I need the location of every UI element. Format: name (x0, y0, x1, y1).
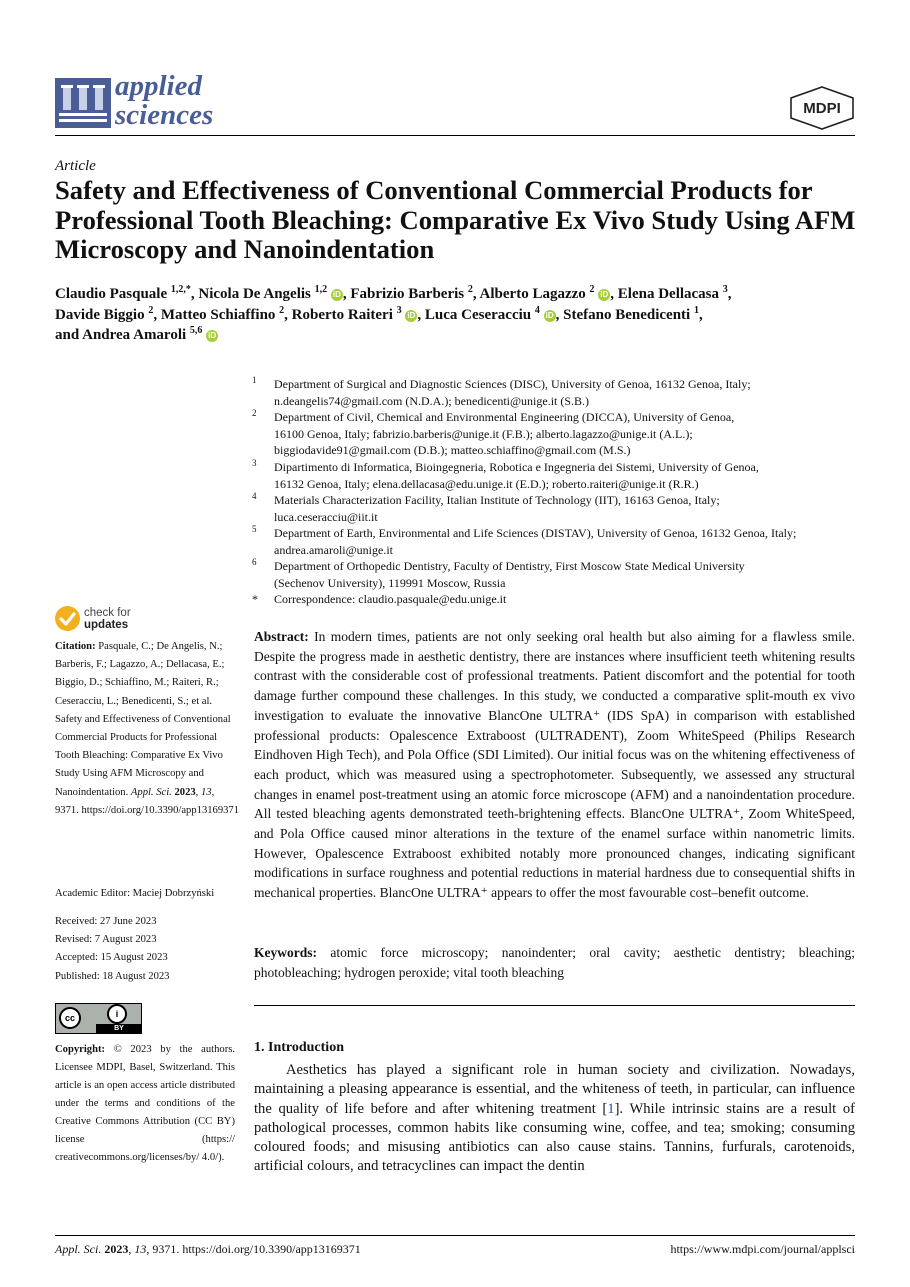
introduction-paragraph: Aesthetics has played a significant role in human society and civilization. Nowadays, maintaining a pleasing appearance is essential, and the whiteness of teeth, in particular, can influence the quality of life before and after whitening treatment [1]. While intrinsic stains are a result of pathological processes, common habits like consuming wine, coffee, and tea; smoking; consuming coloured foods; and misusing antibiotics can also cause stains. Tannins, furfurals, carotenoids, artificial colours, and tetracyclines can impact the dentin (254, 1062, 855, 1175)
author-name[interactable]: Luca Ceseracciu (424, 306, 532, 323)
author-affiliation-marker: 3 (396, 304, 402, 316)
journal-name[interactable]: applied sciences (115, 70, 214, 131)
citation-journal: Appl. Sci. (130, 786, 172, 798)
affiliation-line: Materials Characterization Facility, Italian Institute of Technology (IIT), 16163 Genoa, Italy; (274, 493, 720, 507)
author-affiliation-marker: 1,2 (314, 284, 328, 295)
footer-volume: 13 (134, 1242, 147, 1256)
author-name[interactable]: Davide Biggio (55, 306, 145, 323)
footer-citation: Appl. Sci. 2023, 13, 9371. https://doi.org/10.3390/app13169371 (55, 1242, 361, 1256)
orcid-icon[interactable]: iD (407, 310, 416, 320)
orcid-icon[interactable]: iD (332, 290, 341, 299)
affiliation-text (274, 459, 759, 492)
affiliation-number: 5 (252, 524, 257, 534)
affiliation-line: Department of Civil, Chemical and Environmental Engineering (DICCA), University of Genoa, (274, 410, 735, 424)
affiliation-line: Department of Earth, Environmental and Life Sciences (DISTAV), University of Genoa, 16132 Genoa, Italy; (274, 526, 797, 540)
orcid-icon[interactable]: iD (208, 331, 217, 340)
citation-volume: 13 (200, 786, 212, 798)
footer-doi[interactable]: , 9371. https://doi.org/10.3390/app13169371 (146, 1242, 361, 1256)
cc-icon: cc (59, 1007, 81, 1029)
affiliation-line: luca.ceseracciu@iit.it (274, 509, 378, 524)
affiliation-line: (Sechenov University), 119991 Moscow, Russia (274, 575, 506, 590)
citation-link[interactable]: 1 (607, 1100, 615, 1117)
orcid-icon[interactable]: iD (545, 310, 554, 320)
paper-title: Safety and Effectiveness of Conventional Commercial Products for Professional Tooth Bleaching: Comparative Ex Vivo Study Using AFM Microscopy and Nanoindentation (55, 175, 856, 264)
updates-text: updates (84, 619, 129, 631)
keywords (254, 943, 855, 982)
check-for-text: check for (84, 607, 131, 619)
dates-block (55, 913, 240, 986)
orcid-icon[interactable]: iD (600, 290, 609, 299)
check-icon (55, 606, 80, 631)
author-affiliation-marker: 4 (534, 304, 540, 316)
affiliation-text (274, 558, 745, 591)
received-date: Received: 27 June 2023 (55, 916, 157, 927)
affiliation-line: Dipartimento di Informatica, Bioingegneria, Robotica e Ingegneria dei Sistemi, University of Genoa, (274, 460, 759, 474)
citation-block: Citation: Pasquale, C.; De Angelis, N.; Barberis, F.; Lagazzo, A.; Dellacasa, E.; Biggio, D.; Schiaffino, M.; Raiteri, R.; Ceseracciu, L.; Benedicenti, S.; et al. Safety and Effectiveness of Conventional Commercial Products for Professional Tooth Bleaching: Comparative Ex Vivo Study Using AFM Microscopy and Nanoindentation. Appl. Sci. 2023, 13, 9371. https://doi.org/10.3390/app13169371 (55, 641, 240, 816)
academic-editor: Academic Editor: Maciej Dobrzyński (55, 888, 215, 899)
affiliation-line: 16100 Genoa, Italy; fabrizio.barberis@unige.it (F.B.); alberto.lagazzo@unige.it (A.L.); (274, 426, 693, 441)
attribution-icon: i (107, 1004, 127, 1024)
copyright-label: Copyright: (55, 1044, 106, 1055)
author-name[interactable]: Stefano Benedicenti (563, 306, 691, 323)
author-conjunction: and (55, 327, 80, 343)
author-affiliation-marker: 1,2,* (170, 284, 191, 295)
citation-label: Citation: (55, 641, 96, 652)
footer-journal-url[interactable]: https://www.mdpi.com/journal/applsci (670, 1242, 855, 1256)
cc-by-license-badge[interactable] (55, 1003, 142, 1034)
affiliation-text (274, 591, 506, 608)
author-name[interactable]: Andrea Amaroli (82, 327, 187, 343)
author-affiliation-marker: 2 (148, 304, 154, 316)
mdpi-logo-text: MDPI (803, 100, 841, 117)
affiliation-number: 2 (252, 408, 257, 418)
author-affiliation-marker: 2 (467, 284, 473, 295)
author-affiliation-marker: 1 (693, 304, 699, 316)
author-list: Claudio Pasquale $^{1,2,*}$, Nicola De Angelis $^{1,2}$ iD , Fabrizio Barberis $^2$, Alberto Lagazzo $^2$ iD , Elena Dellacasa $^3$, Davide Biggio $^2$, Matteo Schiaffino $^2$, Roberto Raiteri $^3$ iD , Luca Ceseracciu $^4$ iD , Stefano Benedicenti $^1$, and Andrea Amaroli $^{5,6}$ iD (55, 284, 732, 343)
section-heading-introduction: 1. Introduction (254, 1040, 344, 1055)
footer-journal: Appl. Sci. (55, 1242, 102, 1256)
abstract (254, 627, 855, 903)
author-name[interactable]: Matteo Schiaffino (160, 306, 276, 323)
citation-doi[interactable]: , 9371. https://doi.org/10.3390/app13169371 (55, 786, 240, 816)
footer-divider (55, 1235, 855, 1236)
affiliation-line: Correspondence: claudio.pasquale@edu.unige.it (274, 592, 507, 606)
affiliation-text (274, 525, 796, 558)
affiliation-line: n.deangelis74@gmail.com (N.D.A.); benedicenti@unige.it (S.B.) (274, 393, 590, 408)
author-name[interactable]: Roberto Raiteri (291, 306, 393, 323)
accepted-date: Accepted: 15 August 2023 (55, 952, 168, 964)
author-name[interactable]: Fabrizio Barberis (350, 286, 465, 302)
citation-text: Pasquale, C.; De Angelis, N.; Barberis, F.; Lagazzo, A.; Dellacasa, E.; Biggio, D.; Schiaffino, M.; Raiteri, R.; Ceseracciu, L.; Benedicenti, S.; et al. Safety and Effectiveness of Conventional Commercial Products for Professional Tooth Bleaching: Comparative Ex Vivo Study Using AFM Microscopy and Nanoindentation. (55, 641, 231, 798)
section-divider (254, 1005, 855, 1006)
author-affiliation-marker: 3 (722, 284, 728, 295)
affiliation-number: 6 (252, 557, 257, 567)
affiliation-number: 3 (252, 458, 257, 468)
affiliation-text (274, 376, 751, 409)
article-type: Article (55, 158, 96, 174)
header-divider (55, 135, 855, 136)
affiliation-number: 4 (252, 491, 257, 501)
keywords-label: Keywords: (254, 945, 317, 960)
author-affiliation-marker: 2 (589, 284, 595, 295)
affiliation-line: Department of Orthopedic Dentistry, Faculty of Dentistry, First Moscow State Medical University (274, 559, 745, 573)
affiliation-line: 16132 Genoa, Italy; elena.dellacasa@edu.unige.it (E.D.); roberto.raiteri@unige.it (R.R.) (274, 476, 699, 491)
author-name[interactable]: Claudio Pasquale (55, 286, 168, 302)
published-date: Published: 18 August 2023 (55, 970, 170, 982)
abstract-text: In modern times, patients are not only seeking oral health but also aiming for a flawless smile. Despite the progress made in aesthetic dentistry, there are instances where insufficient teeth whitening results contrast with the considerable cost of professional treatments. Patient discomfort and the potential for tooth damage further compound these challenges. In this study, we conducted a comparative split-mouth ex vivo investigation to evaluate the innovative BlancOne ULTRA⁺ (IDS SpA) in comparison with established professional products: Opalescence Extraboost (ULTRADENT), Zoom WhiteSpeed (Philips Research Eindhoven High Tech), and Pola Office (SDI Limited). Our initial focus was on the whitening effectiveness of each product, which was measured using a spectrophotometer. Subsequently, we assessed any structural changes in enamel post-treatment using an atomic force microscope (AFM) and a nanoindentation procedure. All tested bleaching agents demonstrated teeth-brightening effects. BlancOne ULTRA⁺, Zoom WhiteSpeed, and Pola Office caused minor alterations in the texture of the enamel surface within nanometric limits. However, Opalescence Extraboost exhibited notably more pronounced changes, indicating significant modifications in surface roughness and potential reductions in material hardness due to consequential shifts in mechanical properties. BlancOne ULTRA⁺ appears to offer the most favourable cost–benefit outcome. (254, 629, 856, 901)
affiliation-number: * (252, 592, 258, 606)
author-name[interactable]: Alberto Lagazzo (479, 286, 586, 302)
abstract-label: Abstract: (254, 629, 309, 644)
revised-date: Revised: 7 August 2023 (55, 934, 157, 946)
mdpi-logo-icon[interactable] (789, 86, 855, 130)
author-name[interactable]: Elena Dellacasa (617, 286, 720, 302)
footer-year: 2023 (104, 1242, 129, 1256)
keywords-text: atomic force microscopy; nanoindenter; oral cavity; aesthetic dentistry; bleaching; photobleaching; hydrogen peroxide; vital tooth bleaching (254, 945, 856, 980)
author-affiliation-marker: 2 (279, 304, 285, 316)
by-label: BY (96, 1024, 142, 1033)
affiliation-line: andrea.amaroli@unige.it (274, 542, 394, 557)
affiliation-line: Department of Surgical and Diagnostic Sciences (DISC), University of Genoa, 16132 Genoa, Italy; (274, 377, 751, 391)
affiliation-text (274, 492, 720, 525)
journal-logo-icon (55, 78, 111, 128)
affiliation-line: biggiodavide91@gmail.com (D.B.); matteo.schiaffino@gmail.com (M.S.) (274, 443, 631, 457)
author-name[interactable]: Nicola De Angelis (198, 286, 311, 302)
author-affiliation-marker: 5,6 (189, 325, 203, 336)
copyright-text: © 2023 by the authors. Licensee MDPI, Basel, Switzerland. This article is an open access article distributed under the terms and conditions of the Creative Commons Attribution (CC BY) license (https:// creativecommons.org/licenses/by/ 4.0/). (55, 1044, 235, 1163)
citation-year: 2023 (174, 786, 196, 798)
affiliation-number: 1 (252, 375, 257, 385)
copyright-block (55, 1041, 235, 1167)
affiliation-text (274, 409, 734, 459)
